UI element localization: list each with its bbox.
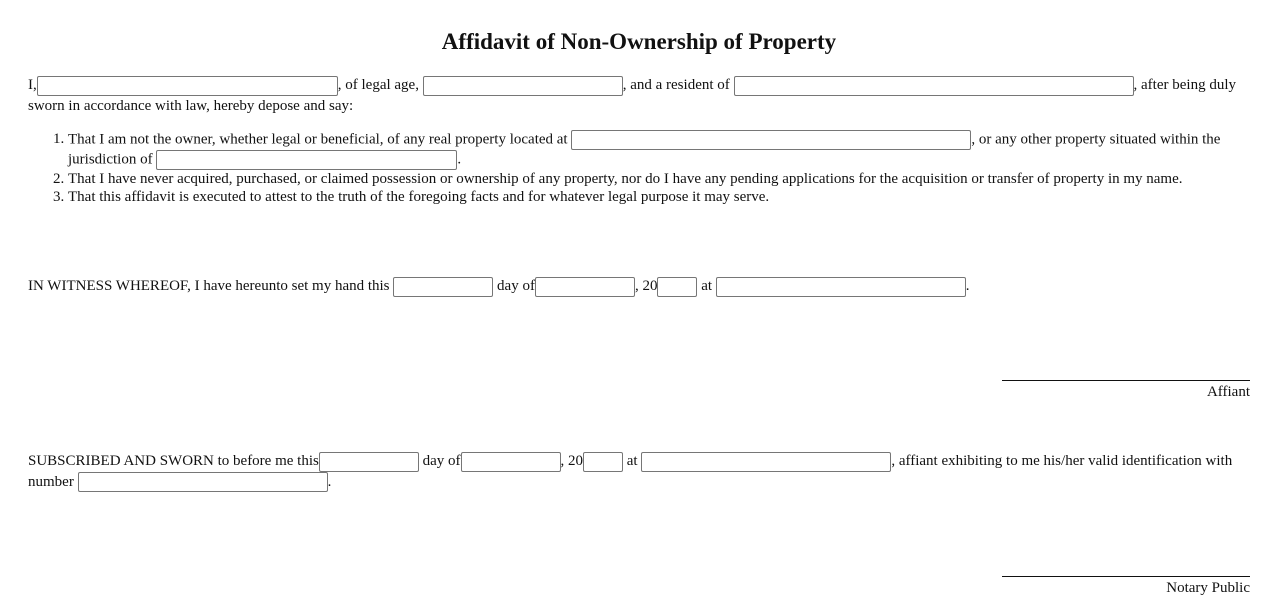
- sworn-prefix: SUBSCRIBED AND SWORN to before me this: [28, 453, 319, 469]
- sworn-day-of: day of: [422, 453, 461, 469]
- witness-day-of: day of: [497, 278, 535, 294]
- sworn-paragraph: [28, 451, 1250, 492]
- affiant-signature-line: [1002, 380, 1250, 381]
- id-number-field[interactable]: [78, 472, 328, 492]
- affiant-signature-block: [1002, 380, 1250, 401]
- sworn-month-field[interactable]: [461, 452, 561, 472]
- witness-prefix: IN WITNESS WHEREOF, I have hereunto set my hand this: [28, 278, 390, 294]
- statement-1-text-a: That I am not the owner, whether legal or beneficial, of any real property located at: [68, 131, 568, 148]
- witness-year-field[interactable]: [657, 277, 697, 297]
- sworn-day-field[interactable]: [319, 452, 419, 472]
- statement-item-2: [68, 170, 1250, 188]
- document-title: Affidavit of Non-Ownership of Property: [441, 29, 837, 54]
- sworn-at: at: [626, 453, 638, 469]
- intro-prefix: I,: [28, 77, 37, 93]
- sworn-end: .: [327, 473, 332, 490]
- intro-resident-text: , and a resident of: [622, 77, 730, 93]
- sworn-year-prefix: , 20: [560, 453, 583, 469]
- statement-item-1: [68, 130, 1250, 170]
- affiant-label: Affiant: [1206, 384, 1250, 400]
- intro-age-text: , of legal age,: [337, 77, 419, 93]
- affiant-name-field[interactable]: [37, 76, 338, 96]
- intro-depose-text: , after being duly sworn in accordance with law, hereby depose and say:: [28, 77, 1236, 114]
- witness-place-field[interactable]: [716, 277, 966, 297]
- witness-day-field[interactable]: [393, 277, 493, 297]
- sworn-place-field[interactable]: [641, 452, 891, 472]
- notary-signature-block: [1002, 576, 1250, 597]
- notary-signature-line: [1002, 576, 1250, 577]
- statement-1-end: .: [457, 151, 462, 168]
- witness-end: .: [965, 278, 970, 294]
- intro-paragraph: [28, 75, 1250, 116]
- statement-item-3: [68, 188, 1250, 206]
- notary-label: Notary Public: [1166, 580, 1250, 596]
- statement-3-text: That this affidavit is executed to attest to the truth of the foregoing facts and for whatever legal purpose it may serve.: [68, 189, 770, 205]
- witness-year-prefix: , 20: [634, 278, 658, 294]
- statement-1-text-b: , or any other property situated within the jurisdiction of: [68, 131, 1221, 168]
- witness-at: at: [701, 278, 713, 294]
- residence-field[interactable]: [734, 76, 1134, 96]
- jurisdiction-field[interactable]: [156, 150, 457, 170]
- sworn-id-text: , affiant exhibiting to me his/her valid identification with number: [28, 453, 1233, 490]
- age-field[interactable]: [423, 76, 623, 96]
- property-location-field[interactable]: [571, 130, 971, 150]
- statement-2-text: That I have never acquired, purchased, or claimed possession or ownership of any property, nor do I have any pending applications for the acquisition or transfer of property in my name.: [68, 171, 1183, 187]
- statements-list: [28, 130, 1250, 206]
- witness-month-field[interactable]: [535, 277, 635, 297]
- sworn-year-field[interactable]: [583, 452, 623, 472]
- witness-paragraph: [28, 276, 1250, 297]
